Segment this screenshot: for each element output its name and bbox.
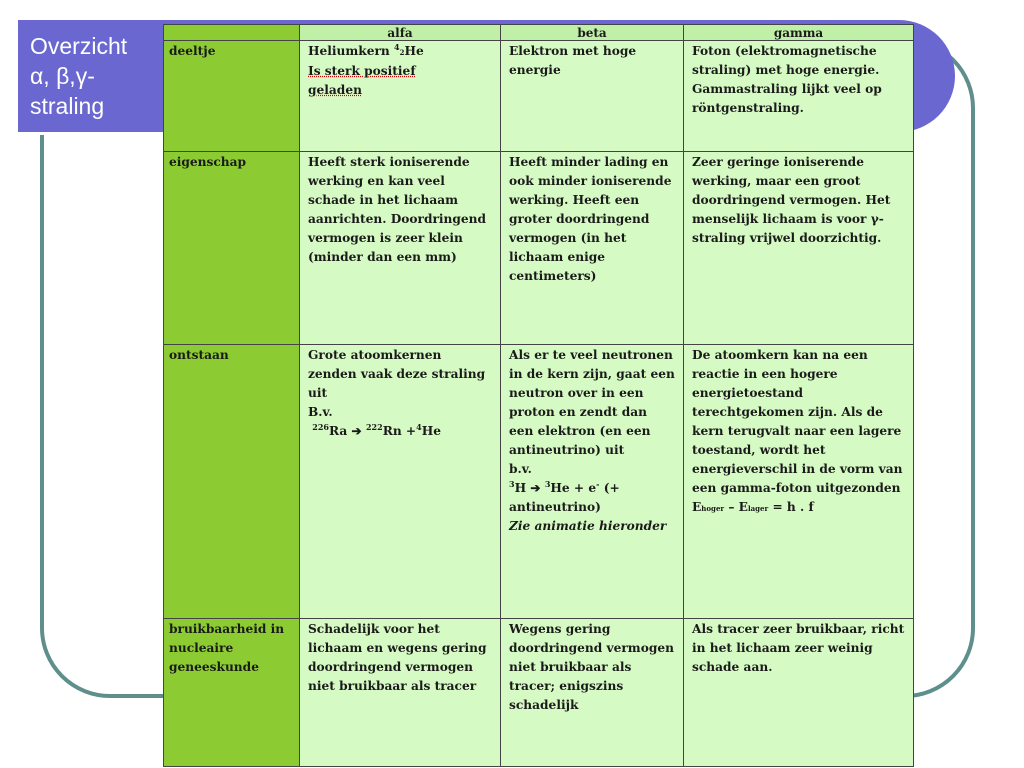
beta-example-label: b.v. [509, 462, 532, 476]
reaction-mass-1: 226 [312, 421, 329, 432]
table-row [164, 345, 914, 619]
cell-ontstaan-beta [501, 345, 684, 619]
cell-eigenschap-gamma: Zeer geringe ioniserende werking, maar een groot doordringend vermogen. Het menselijk lichaam is voor γ-straling vrijwel doorzichtig. [684, 152, 914, 345]
cell-deeltje-alfa [300, 41, 501, 152]
alfa-particle-text: Heliumkern [308, 44, 395, 58]
mass-number: 4 [394, 41, 400, 52]
alfa-particle-line [308, 42, 492, 62]
alfa-decay-reaction [308, 422, 492, 441]
reaction-mass-2: 222 [365, 421, 383, 432]
reaction-mass-2: 3 [544, 478, 551, 489]
cell-ontstaan-gamma [684, 345, 914, 619]
element-symbol: He [404, 44, 424, 58]
radiation-table-image [163, 24, 913, 766]
alfa-charge-line: Is sterk positief [308, 64, 416, 78]
formula-e1: E [692, 500, 702, 514]
row-label-eigenschap: eigenschap [164, 152, 300, 345]
table-header-row [164, 25, 914, 41]
gamma-origin-text: De atoomkern kan na een reactie in een hogere energietoestand terechtgekomen zijn. Als de kern terugvalt naar een lagere toestand, wordt het energieverschil in de vorm van een gamma-foton uitgezonden [692, 348, 903, 495]
formula-sub-lager: lager [747, 504, 769, 513]
header-empty-cell [164, 25, 300, 41]
atomic-number: 2 [399, 48, 405, 57]
cell-eigenschap-alfa: Heeft sterk ioniserende werking en kan veel schade in het lichaam aanrichten. Doordringend vermogen is zeer klein (minder dan een mm) [300, 152, 501, 345]
reaction-arrow-icon: ➔ [530, 481, 541, 495]
reaction-arrow-icon: ➔ [351, 424, 362, 438]
cell-ontstaan-alfa [300, 345, 501, 619]
cell-deeltje-gamma: Foton (elektromagnetische straling) met hoge energie. Gammastraling lijkt veel op röntgenstraling. [684, 41, 914, 152]
reaction-element-3: He [421, 424, 441, 438]
radiation-overview-table [163, 24, 914, 767]
reaction-element-2: He + e [550, 481, 597, 495]
formula-minus: – E [724, 500, 748, 514]
energy-formula [692, 498, 905, 518]
header-gamma: gamma [684, 25, 914, 41]
slide-title [30, 31, 165, 121]
reaction-element-1: Ra [328, 424, 352, 438]
title-line-2: α, β,γ- [30, 63, 95, 89]
electron-charge: - [596, 478, 600, 489]
cell-bruikbaarheid-beta: Wegens gering doordringend vermogen niet bruikbaar als tracer; enigszins schadelijk [501, 619, 684, 767]
cell-deeltje-beta: Elektron met hoge energie [501, 41, 684, 152]
formula-sub-hoger: hoger [701, 504, 725, 513]
reaction-remainder: (+ antineutrino) [509, 481, 620, 514]
reaction-mass-3: 4 [416, 421, 422, 432]
title-line-1: Overzicht [30, 33, 128, 59]
beta-origin-text: Als er te veel neutronen in de kern zijn, gaat een neutron over in een proton en zendt dan een elektron (en een antineutrino) uit [509, 348, 675, 457]
cell-bruikbaarheid-alfa: Schadelijk voor het lichaam en wegens gering doordringend vermogen niet bruikbaar als tracer [300, 619, 501, 767]
reaction-mass-1: 3 [509, 478, 515, 489]
alfa-example-label: B.v. [308, 405, 333, 419]
row-label-deeltje: deeltje [164, 41, 300, 152]
row-label-ontstaan: ontstaan [164, 345, 300, 619]
reaction-element-1: H [514, 481, 531, 495]
header-alfa: alfa [300, 25, 501, 41]
reaction-element-2: Rn + [382, 424, 417, 438]
table-row [164, 152, 914, 345]
header-beta: beta [501, 25, 684, 41]
cell-bruikbaarheid-gamma: Als tracer zeer bruikbaar, richt in het lichaam zeer weinig schade aan. [684, 619, 914, 767]
cell-eigenschap-beta: Heeft minder lading en ook minder ioniserende werking. Heeft een groter doordringend vermogen (in het lichaam enige centimeters) [501, 152, 684, 345]
row-label-bruikbaarheid: bruikbaarheid in nucleaire geneeskunde [164, 619, 300, 767]
alfa-origin-text: Grote atoomkernen zenden vaak deze straling uit [308, 348, 486, 400]
animation-note: Zie animatie hieronder [509, 519, 667, 533]
alfa-charge-line-2: geladen [308, 83, 362, 97]
table-row [164, 41, 914, 152]
table-row [164, 619, 914, 767]
beta-decay-reaction [509, 479, 675, 517]
formula-equals: = h . f [768, 500, 814, 514]
title-line-3: straling [30, 93, 105, 119]
